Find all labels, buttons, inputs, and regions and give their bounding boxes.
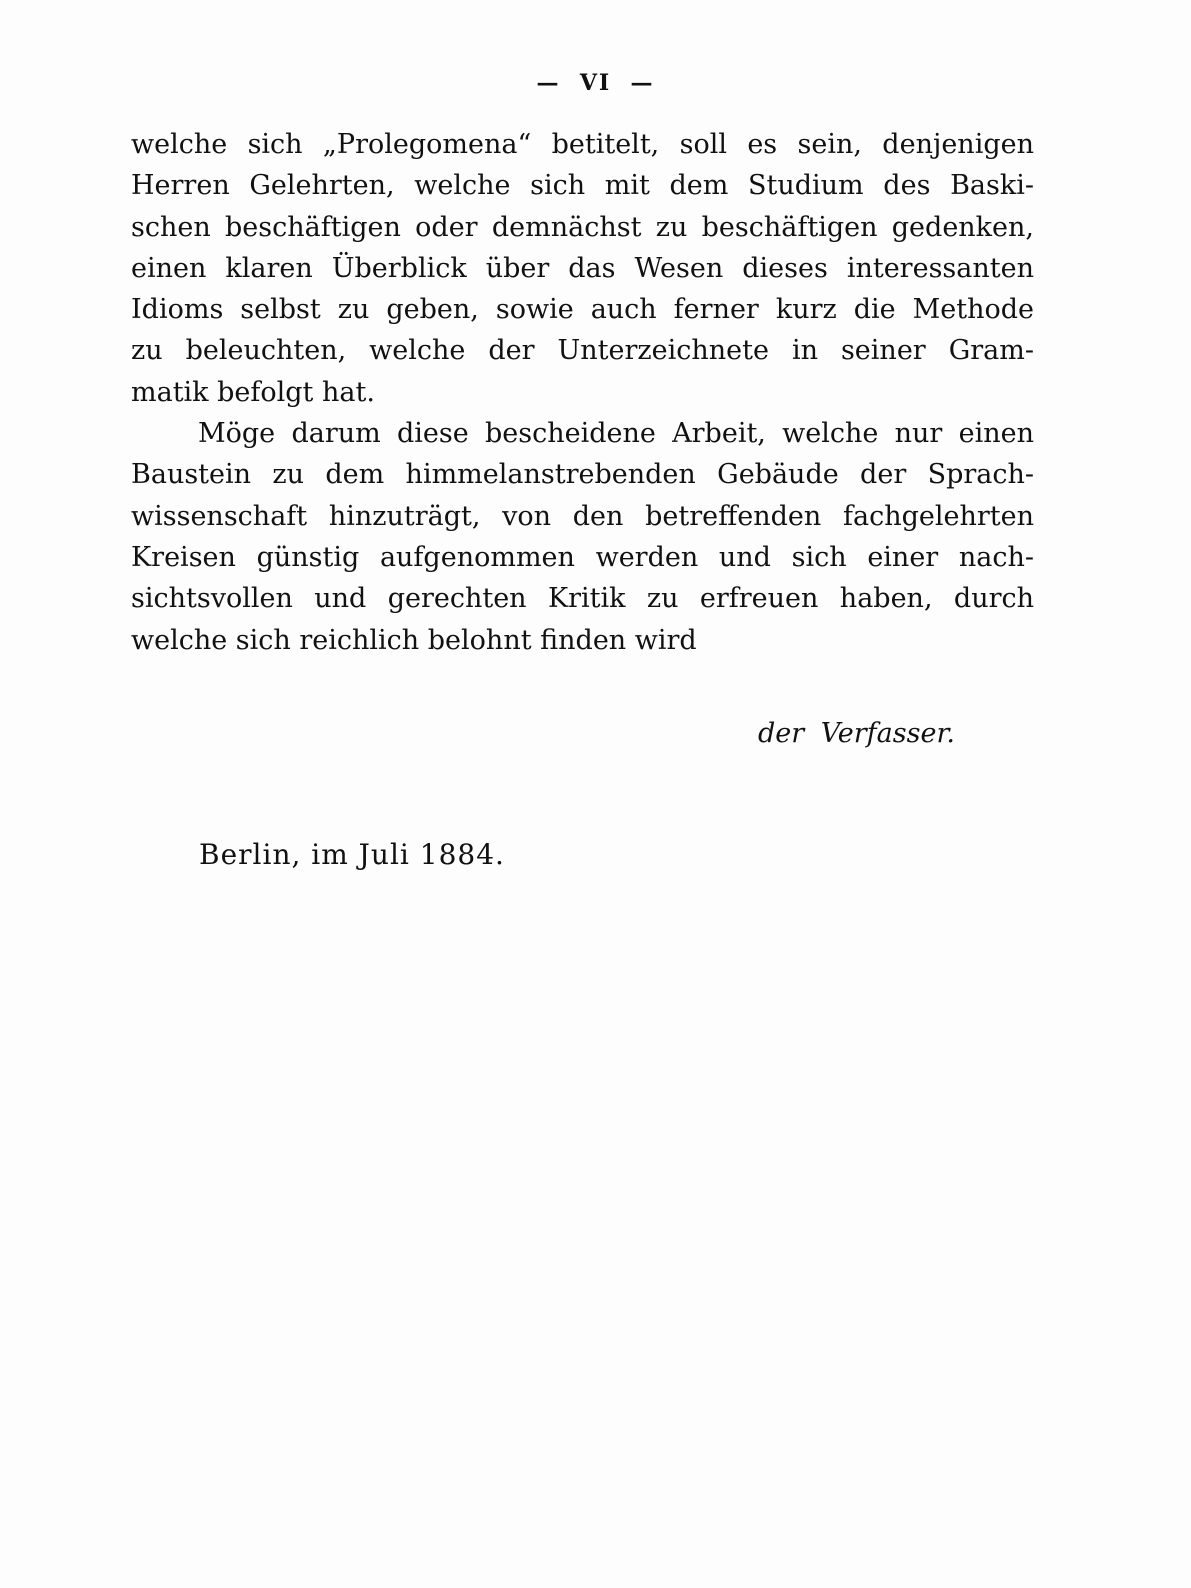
text-line: sichtsvollen und gerechten Kritik zu erfreuen haben, durch	[131, 583, 1034, 615]
place-and-date: Berlin, im Juli 1884.	[199, 838, 505, 871]
text-line: Kreisen günstig aufgenommen werden und sich einer nach-	[131, 541, 1034, 573]
page-number: — VI —	[536, 70, 655, 96]
text-line: Baustein zu dem himmelanstrebenden Gebäude der Sprach-	[131, 459, 1034, 491]
text-line: Herren Gelehrten, welche sich mit dem Studium des Baski-	[131, 170, 1034, 202]
author-signature: der Verfasser.	[758, 718, 955, 749]
text-line: matik befolgt hat.	[131, 376, 375, 408]
text-line: zu beleuchten, welche der Unterzeichnete in seiner Gram-	[131, 335, 1034, 367]
paragraph-1	[131, 124, 1034, 413]
paragraph-2	[131, 413, 1034, 661]
body-text	[131, 124, 1034, 661]
text-line: welche sich „Prolegomena“ betitelt, soll es sein, denjenigen	[131, 129, 1034, 160]
text-line: wissenschaft hinzuträgt, von den betreffenden fachgelehrten	[131, 500, 1034, 532]
text-line: Möge darum diese bescheidene Arbeit, welche nur einen	[198, 418, 1034, 450]
text-line: einen klaren Überblick über das Wesen dieses interessanten	[131, 252, 1034, 284]
text-line: welche sich reichlich belohnt finden wird	[131, 624, 697, 656]
text-line: schen beschäftigen oder demnächst zu beschäftigen gedenken,	[131, 211, 1034, 243]
text-line: Idioms selbst zu geben, sowie auch ferner kurz die Methode	[131, 294, 1034, 326]
